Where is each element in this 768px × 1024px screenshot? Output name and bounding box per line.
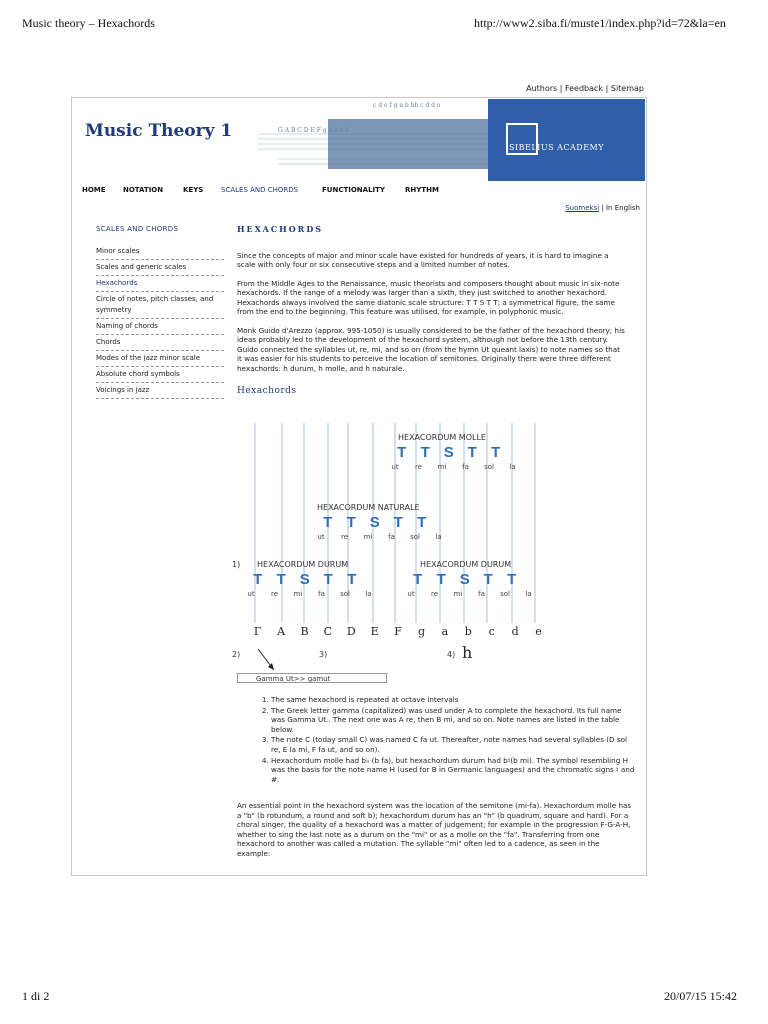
dur2-step-1: T [436, 571, 446, 588]
hexachord-diagram [232, 418, 572, 683]
nat-step-1: T [346, 514, 356, 531]
paragraph-history: From the Middle Ages to the Renaissance, music theorists and composers thought about music in six-note hexachords. If the range of a melody was larger than a sixth, they just switched to another hexachord. Hexachords always involved the same diatonic scale structure: T T S T T; a symmetrical figure, the same from the end to the beginning. This feature was utilised, for example, in polyphonic music. [237, 278, 620, 316]
note-name-6: F [394, 625, 402, 638]
label-hexacordum-durum-1: HEXACORDUM DURUM [257, 560, 349, 569]
dur1-syllable-4: sol [340, 590, 350, 598]
note-name-12: e [535, 625, 542, 638]
dur2-step-3: T [483, 571, 493, 588]
language-switch: Suomeksi | In English [565, 204, 640, 212]
dur2-syllable-0: ut [407, 590, 415, 598]
nat-syllable-0: ut [317, 533, 325, 541]
dur1-syllable-0: ut [247, 590, 255, 598]
dur1-syllable-5: la [365, 590, 372, 598]
sidebar-item-jazz-minor-modes[interactable]: Modes of the jazz minor scale [96, 351, 224, 367]
footnote-4: 4. Hexachordum molle had b♭ (b fa), but hexachordum durum had b♮(b mi). The symbol resembling H was the basis for the note name H (used for B in Germanic languages) and the chromatic signs ♮ and #. [271, 756, 637, 785]
paragraph-mutation: An essential point in the hexachord system was the location of the semitone (mi-fa). Hexachordum molle has a "b" (b rotundum, a round and soft b); hexachordum durum has an "h" (b quadrum, square and hard). For a choral singer, the quality of a hexachord was a matter of judgement; for example in the progression F-G-A-H, whether to sing the last note as a durum on the "mi" or as a molle on the "fa". Transferring from one hexachord to another was called a mutation. The syllable "mi" often led to a cadence, as seen in the example: [237, 801, 632, 858]
nat-syllable-2: mi [363, 533, 373, 541]
dur1-syllable-3: fa [318, 590, 325, 598]
nav-scales-and-chords[interactable]: SCALES AND CHORDS [221, 186, 299, 194]
molle-step-0: T [397, 444, 407, 461]
dur2-syllable-3: fa [478, 590, 485, 598]
print-page-url: http://www2.siba.fi/muste1/index.php?id=72&la=en [474, 16, 726, 30]
molle-syllable-5: la [509, 463, 516, 471]
nav-notation[interactable]: NOTATION [123, 186, 164, 194]
svg-text:c d e f g a b bb c d d e: c d e f g a b bb c d d e [373, 102, 441, 109]
molle-step-2: S [443, 444, 454, 461]
nat-syllable-3: fa [388, 533, 395, 541]
dur1-syllable-1: re [270, 590, 279, 598]
sidebar-item-scales-generic[interactable]: Scales and generic scales [96, 260, 224, 276]
paragraph-guido: Monk Guido d'Arezzo (approx. 995-1050) is usually considered to be the father of the hexachord theory; his ideas probably led to the development of the hexachord system, although not before the 13th century. Guido connected the syllables ut, re, mi, and so on (from the hymn Ut queant laxis) to note names so that it was easier for his students to perceive the location of semitones. Originally there were three different hexachords: h durum, h molle, and h naturale. [237, 325, 625, 373]
note-name-8: a [441, 625, 449, 638]
note-name-1: A [277, 625, 286, 638]
arrow-icon [252, 646, 292, 676]
print-datetime: 20/07/15 15:42 [664, 989, 738, 1003]
footnote-3: 3. The note C (today small C) was named C fa ut. Thereafter, note names had several syllables (D sol re, E la mi, F fa ut, and so on). [271, 735, 637, 754]
dur2-syllable-4: sol [500, 590, 510, 598]
lang-english: In English [605, 204, 640, 212]
nav-keys[interactable]: KEYS [183, 186, 204, 194]
sidebar-item-naming-chords[interactable]: Naming of chords [96, 319, 224, 335]
sitemap-link[interactable]: Sitemap [610, 84, 644, 93]
sidebar-menu [96, 244, 224, 399]
molle-syllable-2: mi [437, 463, 447, 471]
note-name-0: Γ [253, 625, 262, 638]
molle-step-3: T [467, 444, 477, 461]
mutation-paragraph-block [237, 801, 632, 859]
nat-step-4: T [417, 514, 427, 531]
marker-4: 4) [447, 650, 456, 659]
main-content [237, 225, 627, 397]
dur2-step-2: S [459, 571, 470, 588]
nat-step-2: S [369, 514, 380, 531]
nav-home[interactable]: HOME [82, 186, 106, 194]
sidebar-item-hexachords[interactable]: Hexachords [96, 276, 224, 292]
print-page-title: Music theory – Hexachords [22, 16, 155, 30]
page-frame [71, 97, 647, 876]
sidebar-item-voicings-jazz[interactable]: Voicings in jazz [96, 383, 224, 399]
nav-functionality[interactable]: FUNCTIONALITY [322, 186, 385, 194]
molle-step-1: T [420, 444, 430, 461]
label-hexacordum-durum-2: HEXACORDUM DURUM [420, 560, 512, 569]
molle-syllable-4: sol [484, 463, 494, 471]
dur1-step-0: T [253, 571, 263, 588]
dur1-syllable-2: mi [293, 590, 303, 598]
gamma-ut-box: Gamma Ut>> gamut [237, 673, 387, 683]
dur1-step-2: S [299, 571, 310, 588]
nat-syllable-5: la [435, 533, 442, 541]
footnote-1: 1. The same hexachord is repeated at octave intervals [271, 695, 637, 705]
dur1-step-4: T [347, 571, 357, 588]
sidebar-title: SCALES AND CHORDS [96, 225, 179, 233]
dur2-step-0: T [413, 571, 423, 588]
molle-syllable-1: re [414, 463, 423, 471]
dur1-step-1: T [276, 571, 286, 588]
footnote-2: 2. The Greek letter gamma (capitalized) was used under A to complete the hexachord. Its full name was Gamma Ut.. The next one was A re, then B mi, and so on. Note names are listed in the table below. [271, 706, 637, 735]
dur2-step-4: T [507, 571, 517, 588]
note-name-3: C [323, 625, 333, 638]
sidebar-item-circle-of-notes[interactable]: Circle of notes, pitch classes, and symmetry [96, 292, 224, 319]
svg-text:G A B C D E F g a b c d: G A B C D E F g a b c d [278, 127, 349, 134]
marker-1: 1) [232, 560, 241, 569]
nat-step-0: T [323, 514, 333, 531]
print-page-number: 1 di 2 [22, 989, 50, 1003]
paragraph-intro: Since the concepts of major and minor scale have existed for hundreds of years, it is hard to imagine a scale with only four or six consecutive steps and a limited number of notes. [237, 250, 609, 269]
site-title[interactable]: Music Theory 1 [85, 121, 233, 141]
footnotes-list [257, 695, 637, 785]
section-heading-hexachords: Hexachords [237, 386, 297, 396]
feedback-link[interactable]: Feedback [564, 84, 604, 93]
molle-syllable-3: fa [462, 463, 469, 471]
note-name-10: c [488, 625, 495, 638]
sidebar-item-chords[interactable]: Chords [96, 335, 224, 351]
nav-rhythm[interactable]: RHYTHM [405, 186, 439, 194]
note-name-2: B [300, 625, 309, 638]
note-name-5: E [370, 625, 379, 638]
nat-step-3: T [393, 514, 403, 531]
nat-syllable-4: sol [410, 533, 420, 541]
note-name-7: g [417, 625, 426, 638]
marker-2: 2) [232, 650, 241, 659]
note-name-4: D [346, 625, 356, 638]
label-hexacordum-naturale: HEXACORDUM NATURALE [317, 503, 420, 512]
marker-3: 3) [319, 650, 328, 659]
top-links: Authors | Feedback | Sitemap [526, 84, 644, 93]
dur2-syllable-1: re [430, 590, 439, 598]
page-heading: HEXACHORDS [237, 224, 324, 234]
authors-link[interactable]: Authors [526, 84, 558, 93]
dur2-syllable-5: la [525, 590, 532, 598]
note-name-11: d [511, 625, 519, 638]
note-name-9: b [464, 625, 472, 638]
molle-step-4: T [491, 444, 501, 461]
dur2-syllable-2: mi [453, 590, 463, 598]
nat-syllable-1: re [340, 533, 349, 541]
academy-name: SIBELIUS ACADEMY [509, 143, 604, 152]
site-banner [73, 99, 645, 181]
h-quadrum-glyph: h [462, 643, 473, 662]
label-hexacordum-molle: HEXACORDUM MOLLE [398, 433, 486, 442]
banner-staff-graphic [248, 99, 488, 181]
molle-syllable-0: ut [391, 463, 399, 471]
sidebar-item-minor-scales[interactable]: Minor scales [96, 244, 224, 260]
lang-suomeksi-link[interactable]: Suomeksi [565, 204, 600, 212]
dur1-step-3: T [323, 571, 333, 588]
sidebar-item-absolute-chord-symbols[interactable]: Absolute chord symbols [96, 367, 224, 383]
